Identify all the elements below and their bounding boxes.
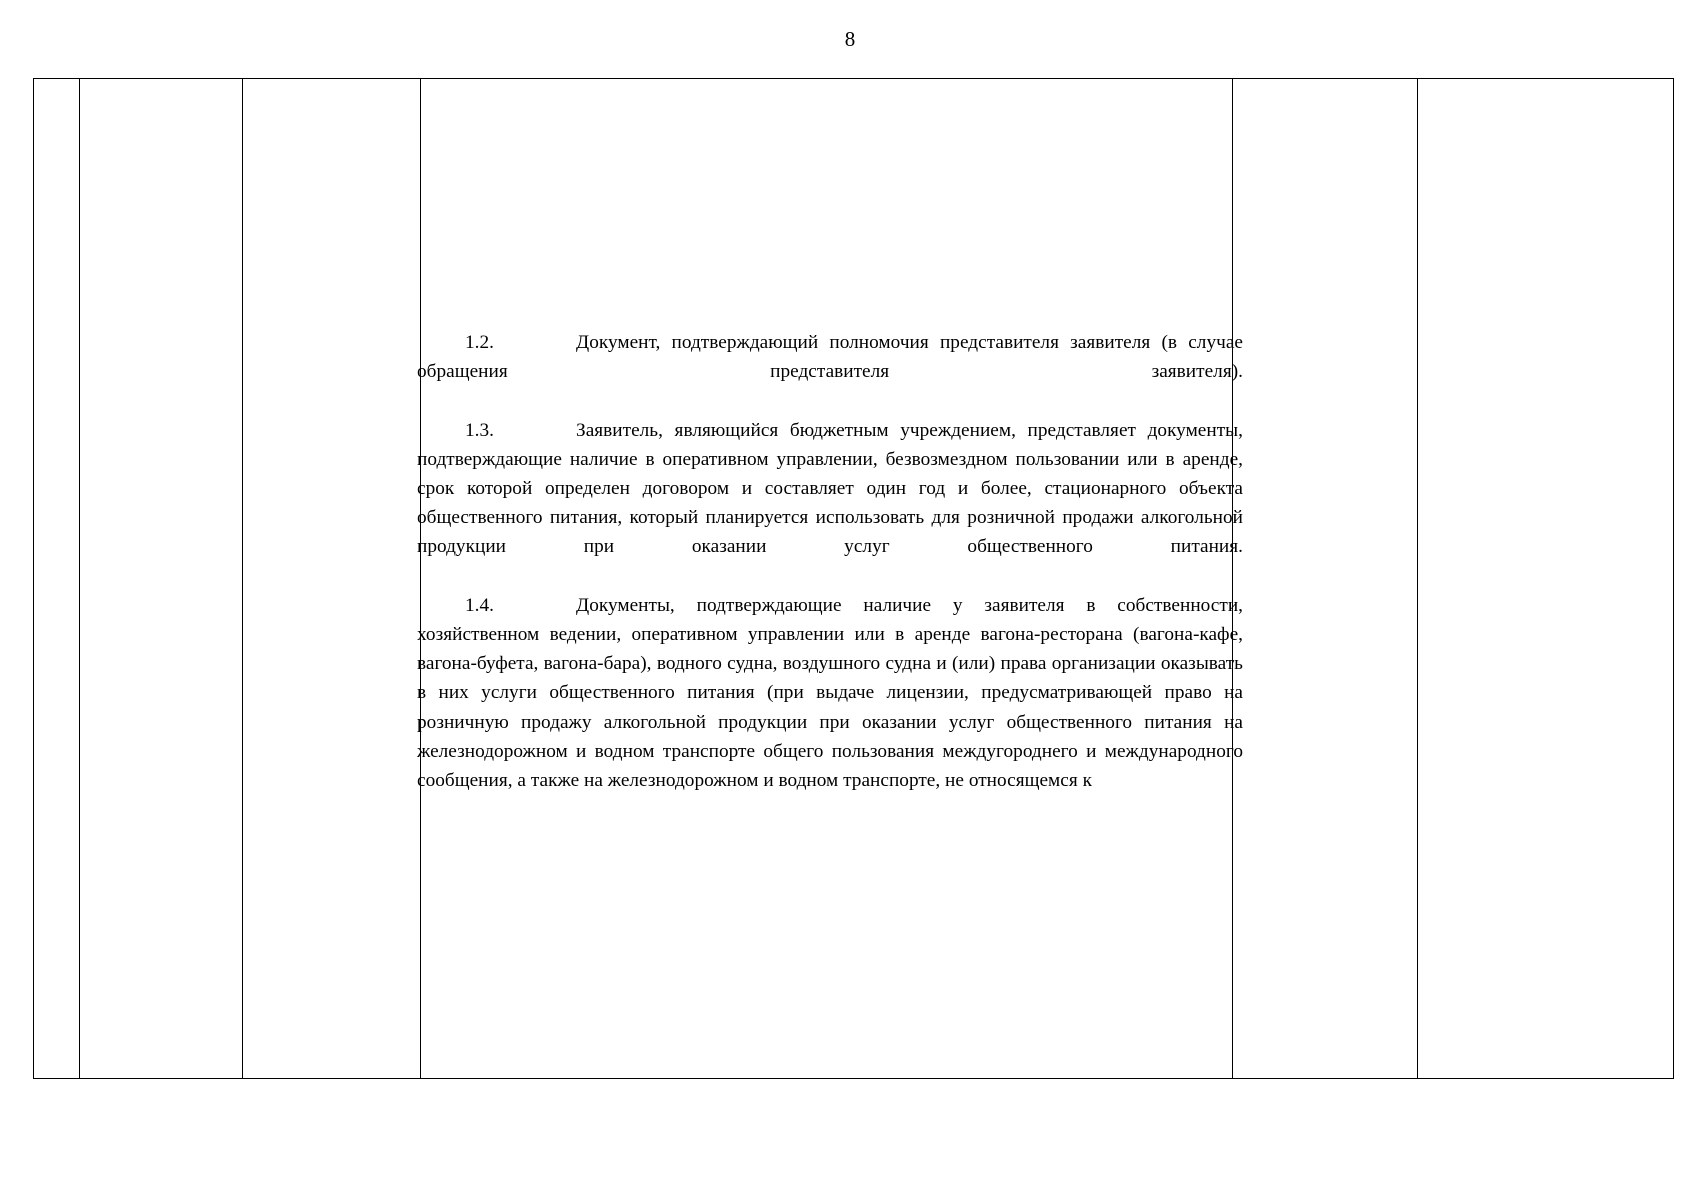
body-text-block <box>417 328 1243 795</box>
paragraph-1-3 <box>417 416 1243 591</box>
paragraph-number-1-2: 1.2. <box>465 332 495 353</box>
page-number: 8 <box>844 27 856 51</box>
table-cell-column-5 <box>1233 79 1418 1079</box>
table-cell-column-2 <box>80 79 243 1079</box>
paragraph-number-1-3: 1.3. <box>465 419 495 441</box>
table-row <box>34 79 1674 1079</box>
table-cell-column-1 <box>34 79 80 1079</box>
paragraph-1-2 <box>417 328 1243 416</box>
paragraph-number-1-4: 1.4. <box>465 594 495 616</box>
document-table <box>33 78 1674 1079</box>
table-cell-column-6 <box>1418 79 1674 1079</box>
paragraph-1-4 <box>417 591 1243 795</box>
paragraph-text-1-3: Заявитель, являющийся бюджетным учреждением, представляет документы, подтверждающие наличие в оперативном управлении, безвозмездном пользовании или в аренде, срок которой определен договором и составляет один год и более, стационарного объекта общественного питания, который планируется использовать для розничной продажи алкогольной продукции при оказании услуг общественного питания. <box>417 419 1243 558</box>
paragraph-text-1-2: Документ, подтверждающий полномочия представителя заявителя (в случае обращения представителя заявителя). <box>417 332 1243 383</box>
paragraph-text-1-4: Документы, подтверждающие наличие у заявителя в собственности, хозяйственном ведении, оперативном управлении или в аренде вагона-ресторана (вагона-кафе, вагона-буфета, вагона-бара), водного судна, воздушного судна и (или) права организации оказывать в них услуги общественного питания (при выдаче лицензии, предусматривающей право на розничную продажу алкогольной продукции при оказании услуг общественного питания на железнодорожном и водном транспорте общего пользования междугороднего и международного сообщения, а также на железнодорожном и водном транспорте, не относящемся к <box>417 594 1243 792</box>
table-cell-column-3 <box>243 79 421 1079</box>
table-cell-main-text <box>417 79 1243 1079</box>
